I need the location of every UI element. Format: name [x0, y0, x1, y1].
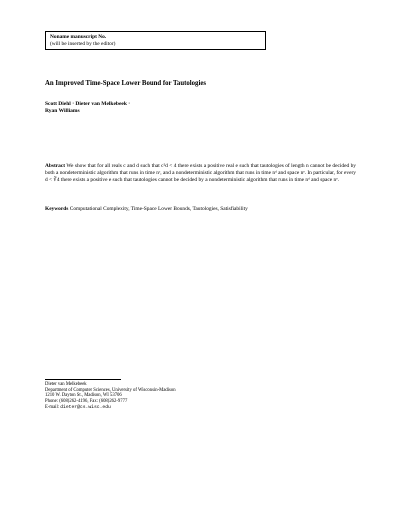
paper-title: An Improved Time-Space Lower Bound for Tautologies: [45, 80, 207, 87]
footnote-email-line: [45, 405, 305, 411]
footnote-divider: [45, 379, 121, 380]
keywords: [45, 206, 356, 213]
manuscript-number-box: [45, 31, 266, 50]
email-label: E-mail:: [45, 404, 60, 410]
abstract-heading: Abstract: [45, 163, 66, 169]
footnote-name: Dieter van Melkebeek: [45, 382, 87, 387]
authors-line-1: Scott Diehl · Dieter van Melkebeek ·: [45, 101, 131, 107]
abstract-text: We show that for all reals c and d such that c²d < 4 there exists a positive real e such that tautologies of length n cannot be decided by both a nondeterministic algorithm that runs in time nᶜ, and a nondeterministic algorithm that runs in time nᵈ and space nᵉ. In particular, for every d < ∛4 there exists a positive e such that tautologies cannot be decided by a nondeterministic algorithm that runs in time nᵈ and space nᵉ.: [45, 163, 356, 184]
abstract: [45, 163, 356, 185]
manuscript-number-label: Noname manuscript No.: [50, 34, 107, 40]
author-list: [45, 101, 285, 116]
footnote-department: Department of Computer Sciences, University of Wisconsin-Madison: [45, 387, 176, 393]
footnote-street: 1210 W. Dayton St., Madison, WI 53706: [45, 393, 122, 399]
keywords-text: Computational Complexity, Time-Space Lower Bounds, Tautologies, Satisfiability: [69, 206, 248, 212]
editor-note: (will be inserted by the editor): [50, 40, 116, 47]
footnote-phone: Phone: (608)262-4196, Fax: (608)262-9777: [45, 399, 128, 405]
author-footnote: [45, 382, 305, 411]
authors-line-2: Ryan Williams: [45, 108, 80, 115]
keywords-heading: Keywords: [45, 206, 69, 212]
email-address: dieter@cs.wisc.edu: [60, 404, 111, 410]
